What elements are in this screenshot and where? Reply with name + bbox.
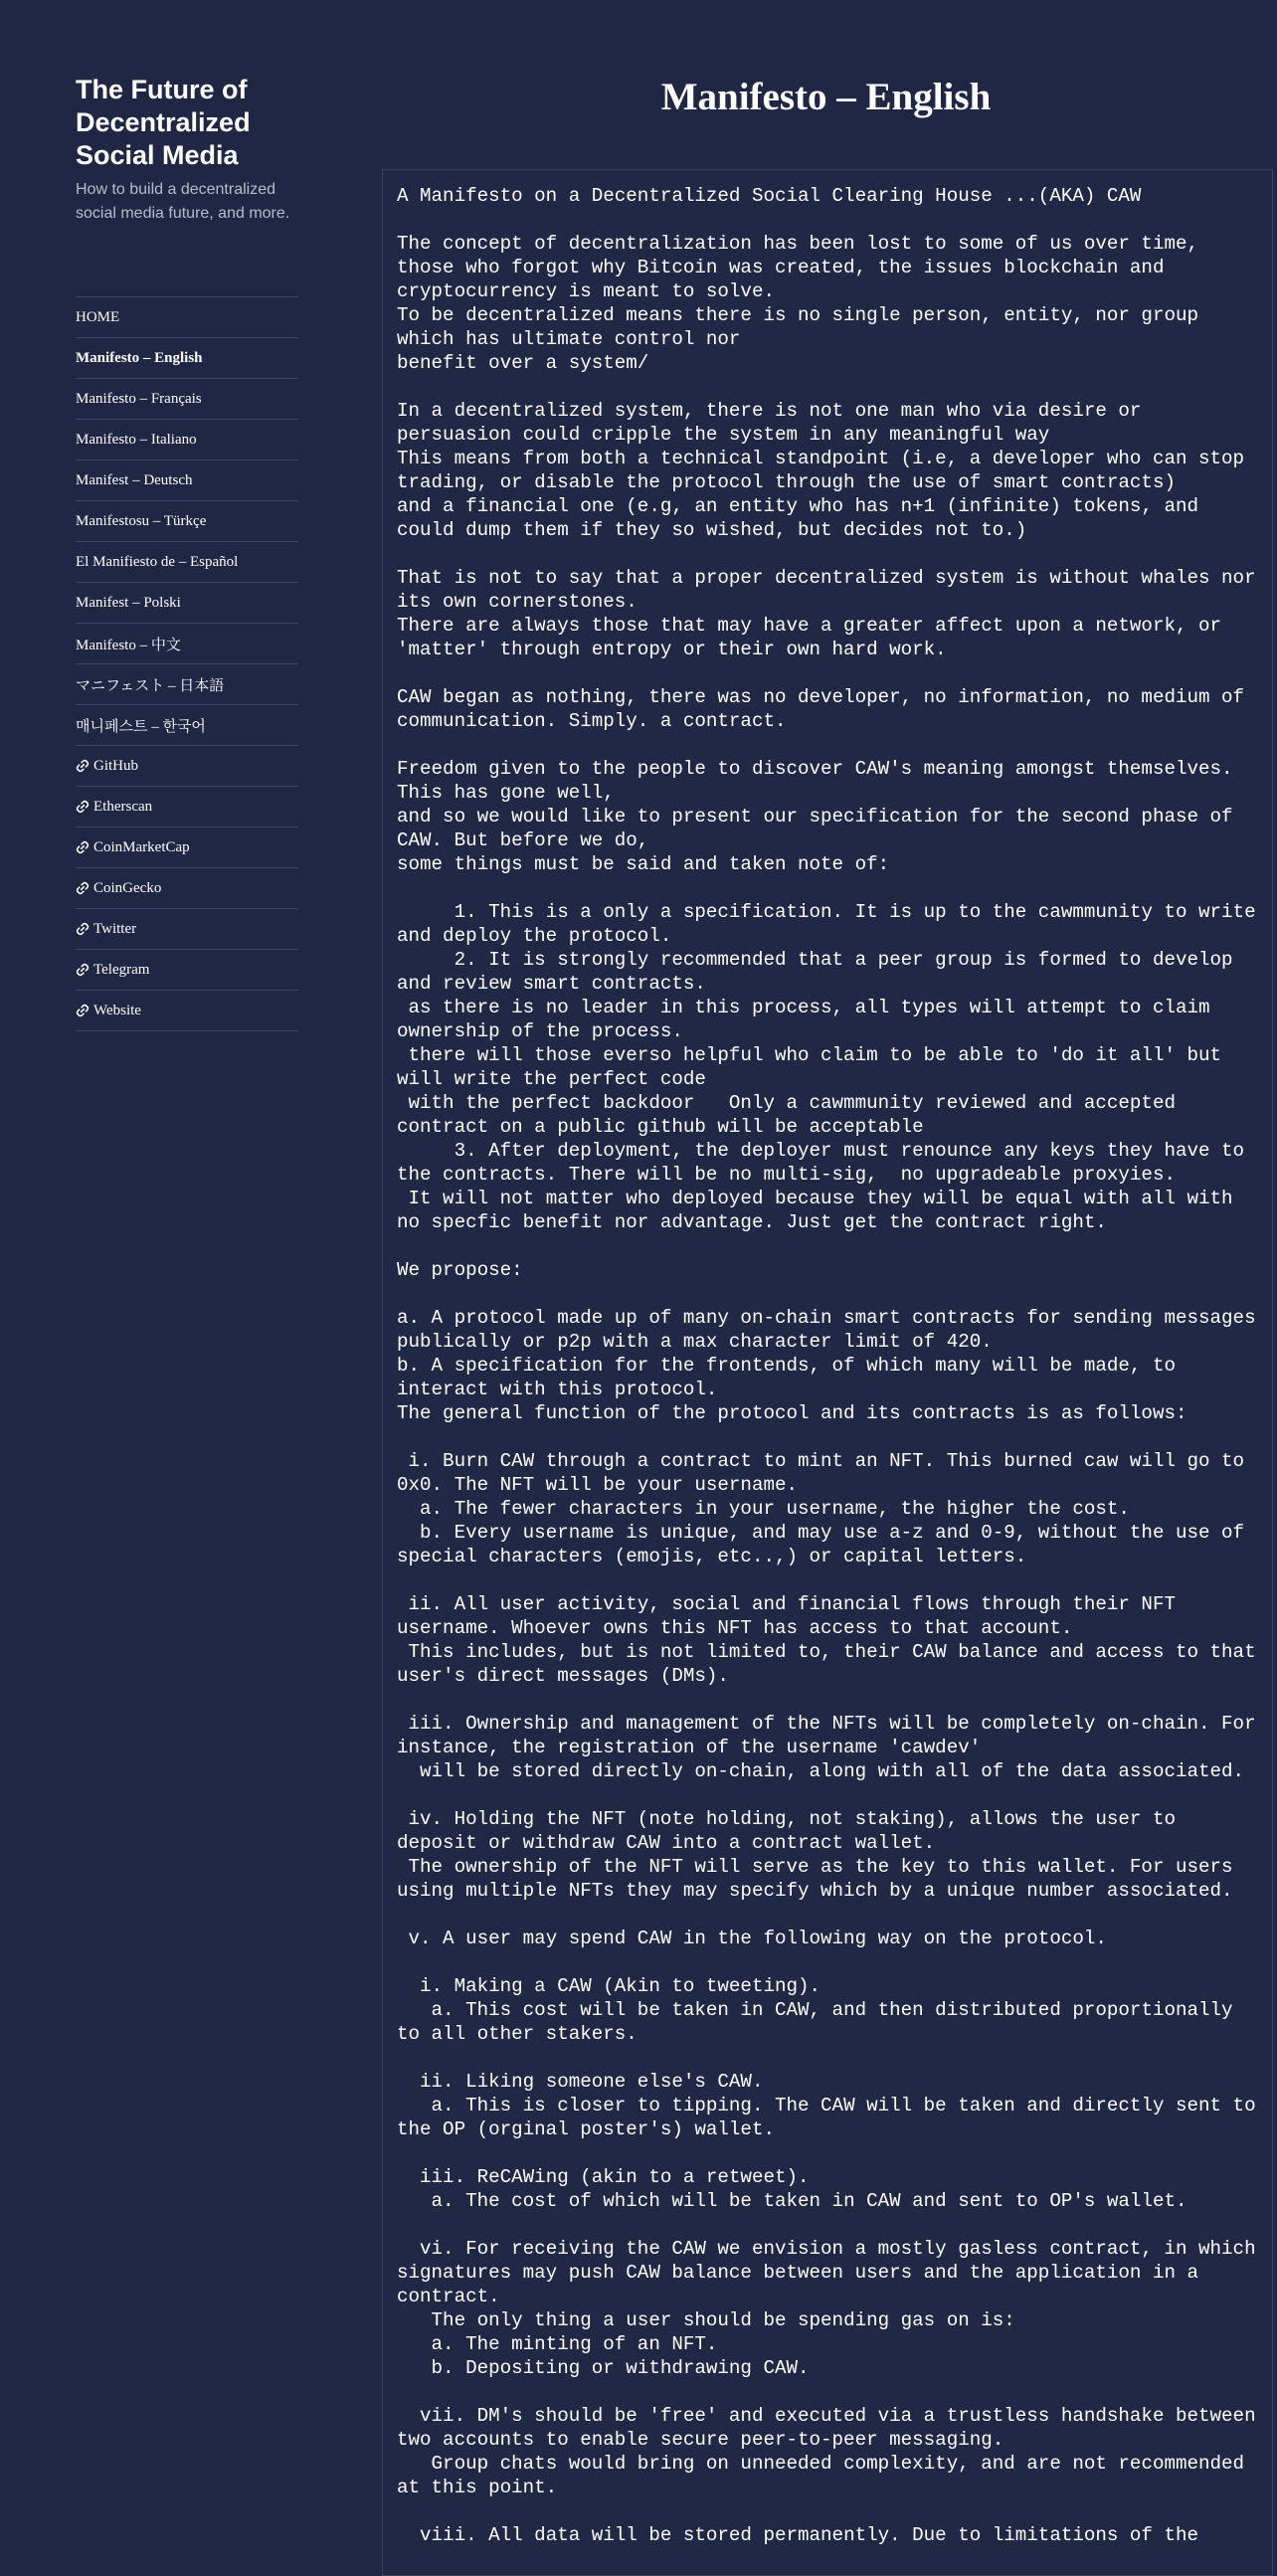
link-icon (76, 800, 90, 814)
nav-item-label: Website (93, 1002, 141, 1018)
nav-item-manifestosu-t-rk-e[interactable] (76, 501, 298, 542)
nav-item-label: マニフェスト – 日本語 (76, 677, 225, 694)
nav-item-label: Manifesto – Français (76, 390, 202, 407)
nav-item-label: Telegram (93, 961, 150, 978)
sidebar (76, 74, 298, 1031)
nav-item-label: Manifesto – 中文 (76, 637, 181, 653)
nav-item-home[interactable] (76, 297, 298, 338)
nav-item-label: CoinGecko (93, 879, 162, 896)
nav-item-label: Manifest – Deutsch (76, 471, 193, 488)
nav-item-manifesto-italiano[interactable] (76, 420, 298, 460)
nav-item-[interactable] (76, 664, 298, 705)
sidebar-nav (76, 296, 298, 1031)
manifesto-text-box (382, 169, 1273, 2576)
nav-item-twitter[interactable] (76, 909, 298, 950)
nav-item-label: El Manifiesto de – Español (76, 553, 239, 570)
manifesto-body: A Manifesto on a Decentralized Social Clearing House ...(AKA) CAW The concept of decentralization has been lost to some of us over time, those who forgot why Bitcoin was created, the issues blockchain and cryptocurrency is meant to solve. To be decentralized means there is no single person, entity, nor group which has ultimate control nor benefit over a system/ In a decentralized system, there is not one man who via desire or persuasion could cripple the system in any meaningful way This means from both a technical standpoint (i.e, a developer who can stop trading, or disable the protocol through the use of smart contracts) and a financial one (e.g, an entity who has n+1 (infinite) tokens, and could dump them if they so wished, but decides not to.) That is not to say that a proper decentralized system is without whales nor its own cornerstones. There are always those that may have a greater affect upon a network, or 'matter' through entropy or their own hard work. CAW began as nothing, there was no developer, no information, no medium of communication. Simply. a contract. Freedom given to the people to discover CAW's meaning amongst themselves. This has gone well, and so we would like to present our specification for the second phase of CAW. But before we do, some things must be said and taken note of: 1. This is a only a specification. It is up to the cawmmunity to write and deploy the protocol. 2. It is strongly recommended that a peer group is formed to develop and review smart contracts. as there is no leader in this process, all types will attempt to claim ownership of the process. there will those everso helpful who claim to be able to 'do it all' but will write the perfect code with the perfect backdoor Only a cawmmunity reviewed and accepted contract on a public github will be acceptable 3. After deployment, the deployer must renounce any keys they have to the contracts. There will be no multi-sig, no upgradeable proxyies. It will not matter who deployed because they will be equal with all with no specfic benefit nor advantage. Just get the contract right. We propose: a. A protocol made up of many on-chain smart contracts for sending messages publically or p2p with a max character limit of 420. b. A specification for the frontends, of which many will be made, to interact with this protocol. The general function of the protocol and its contracts is as follows: i. Burn CAW through a contract to mint an NFT. This burned caw will go to 0x0. The NFT will be your username. a. The fewer characters in your username, the higher the cost. b. Every username is unique, and may use a-z and 0-9, without the use of special characters (emojis, etc..,) or capital letters. ii. All user activity, social and financial flows through their NFT username. Whoever owns this NFT has access to that account. This includes, but is not limited to, their CAW balance and access to that user's direct messages (DMs). iii. Ownership and management of the NFTs will be completely on-chain. For instance, the registration of the username 'cawdev' will be stored directly on-chain, along with all of the data associated. iv. Holding the NFT (note holding, not staking), allows the user to deposit or withdraw CAW into a contract wallet. The ownership of the NFT will serve as the key to this wallet. For users using multiple NFTs they may specify which by a unique number associated. v. A user may spend CAW in the following way on the protocol. i. Making a CAW (Akin to tweeting). a. This cost will be taken in CAW, and then distributed proportionally to all other stakers. ii. Liking someone else's CAW. a. This is closer to tipping. The CAW will be taken and directly sent to the OP (orginal poster's) wallet. iii. ReCAWing (akin to a retweet). a. The cost of which will be taken in CAW and sent to OP's wallet. vi. For receiving the CAW we envision a mostly gasless contract, in which signatures may push CAW balance between users and the application in a contract. The only thing a user should be spending gas on is: a. The minting of an NFT. b. Depositing or withdrawing CAW. vii. DM's should be 'free' and executed via a trustless handshake between two accounts to enable secure peer-to-peer messaging. Group chats would bring on unneeded complexity, and are not recommended at this point. viii. All data will be stored permanently. Due to limitations of the (397, 185, 1256, 2546)
site-title[interactable]: The Future of Decentralized Social Media (76, 75, 251, 170)
link-icon (76, 759, 90, 773)
nav-item-manifest-deutsch[interactable] (76, 460, 298, 501)
nav-item-manifest-polski[interactable] (76, 583, 298, 624)
link-icon (76, 922, 90, 936)
nav-item-manifesto[interactable] (76, 624, 298, 664)
link-icon (76, 963, 90, 977)
nav-item-coinmarketcap[interactable] (76, 828, 298, 868)
nav-item-github[interactable] (76, 746, 298, 787)
nav-item-label: Manifesto – English (76, 349, 203, 366)
nav-item-label: Manifesto – Italiano (76, 431, 197, 448)
site-description: How to build a decentralized social media future, and more. (76, 181, 290, 222)
nav-item-etherscan[interactable] (76, 787, 298, 828)
nav-item-telegram[interactable] (76, 950, 298, 991)
link-icon (76, 1004, 90, 1017)
nav-item-label: CoinMarketCap (93, 838, 190, 855)
link-icon (76, 840, 90, 854)
nav-item-el-manifiesto-de-espa-ol[interactable] (76, 542, 298, 583)
nav-item-label: GitHub (93, 757, 138, 774)
nav-item-label: Manifestosu – Türkçe (76, 512, 207, 529)
nav-item-label: 매니페스트 – 한국어 (76, 718, 206, 735)
page-title: Manifesto – English (660, 76, 992, 118)
nav-item-label: HOME (76, 308, 120, 325)
nav-item-label: Etherscan (93, 798, 153, 815)
nav-item-website[interactable] (76, 991, 298, 1031)
link-icon (76, 881, 90, 895)
nav-item-[interactable] (76, 705, 298, 746)
nav-item-label: Twitter (93, 920, 137, 937)
nav-item-manifesto-english[interactable] (76, 338, 298, 379)
nav-item-coingecko[interactable] (76, 868, 298, 909)
nav-item-label: Manifest – Polski (76, 594, 181, 611)
nav-item-manifesto-fran-ais[interactable] (76, 379, 298, 420)
